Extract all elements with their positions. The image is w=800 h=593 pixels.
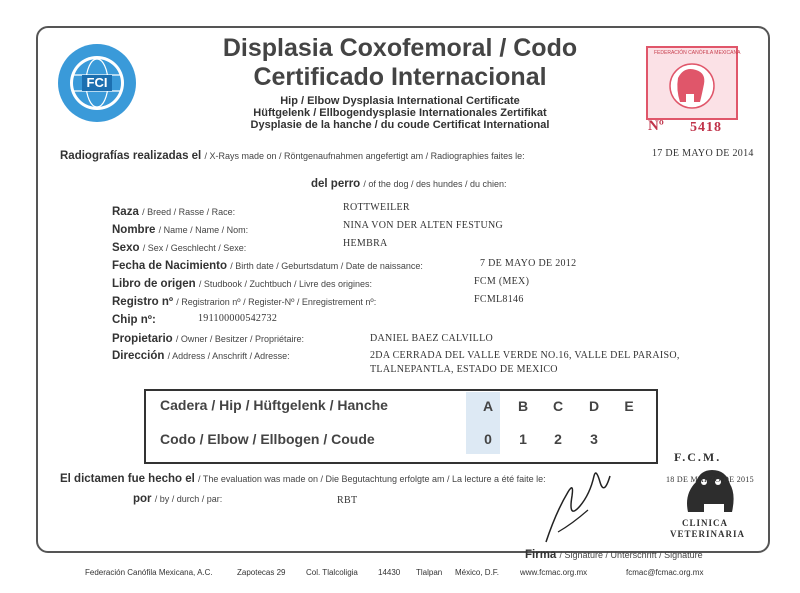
footer-colony: Col. Tlalcoligia <box>306 568 358 577</box>
breed-value: ROTTWEILER <box>343 202 410 213</box>
breed-label: Raza / Breed / Rasse / Race: <box>112 206 236 218</box>
studbook-value: FCM (MEX) <box>474 276 530 287</box>
bulldog-emblem-icon <box>680 462 740 518</box>
registry-value: FCML8146 <box>474 294 524 305</box>
hip-grade: D <box>588 398 600 414</box>
hip-grade: B <box>517 398 529 414</box>
elbow-grade: 3 <box>590 431 598 447</box>
birth-value: 7 DE MAYO DE 2012 <box>480 258 577 269</box>
owner-label: Propietario / Owner / Besitzer / Propriétaire: <box>112 333 304 345</box>
address-line1: 2DA CERRADA DEL VALLE VERDE NO.16, VALLE DEL PARAISO, <box>370 350 680 361</box>
elbow-label: Codo / Elbow / Ellbogen / Coude <box>160 431 375 447</box>
fcm-stamp-line2: VETERINARIA <box>670 529 746 539</box>
handwritten-signature <box>540 472 620 546</box>
fcm-stamp-title: F.C.M. <box>674 450 722 464</box>
dog-emblem-icon <box>648 48 736 118</box>
certificate-number-label: Nº <box>648 118 664 134</box>
evaluation-date: 18 DE MARZO DE 2015 <box>666 475 754 484</box>
evaluation-label: El dictamen fue hecho el / The evaluation was made on / Die Begutachtung erfolgte am / La lecture a été faite le: <box>60 473 546 485</box>
chip-label: Chip nº: <box>112 314 156 326</box>
footer-country: México, D.F. <box>455 568 500 577</box>
certificate-number: 5418 <box>690 120 722 135</box>
elbow-grade: 1 <box>519 431 527 447</box>
by-value: RBT <box>337 495 358 506</box>
signature-label: Firma / Signature / Unterschrift / Signature <box>525 549 703 561</box>
subtitle-de: Hüftgelenk / Ellbogendysplasie Internationales Zertifikat <box>253 107 547 119</box>
elbow-grade: 0 <box>484 431 492 447</box>
hip-label: Cadera / Hip / Hüftgelenk / Hanche <box>160 397 388 413</box>
name-value: NINA VON DER ALTEN FESTUNG <box>343 220 504 231</box>
footer-org: Federación Canófila Mexicana, A.C. <box>85 568 213 577</box>
fcm-stamp-line1: CLINICA <box>682 518 729 528</box>
footer-website-link[interactable]: www.fcmac.org.mx <box>520 568 588 577</box>
sex-value: HEMBRA <box>343 238 388 249</box>
address-line2: TLALNEPANTLA, ESTADO DE MEXICO <box>370 364 558 375</box>
birth-label: Fecha de Nacimiento / Birth date / Geburtsdatum / Date de naissance: <box>112 260 423 272</box>
owner-value: DANIEL BAEZ CALVILLO <box>370 333 494 344</box>
by-label: por / by / durch / par: <box>133 493 223 505</box>
xray-date: 17 DE MAYO DE 2014 <box>652 148 754 159</box>
footer-street: Zapotecas 29 <box>237 568 286 577</box>
name-label: Nombre / Name / Name / Nom: <box>112 224 249 236</box>
page-title: Displasia Coxofemoral / Codo <box>222 34 578 62</box>
subtitle-en: Hip / Elbow Dysplasia International Certificate <box>280 95 520 107</box>
dog-label: del perro / of the dog / des hundes / du chien: <box>311 178 507 190</box>
studbook-label: Libro de origen / Studbook / Zuchtbuch / Livre des origines: <box>112 278 373 290</box>
registry-label: Registro nº / Registrarion nº / Register-Nº / Enregistrement nº: <box>112 296 377 308</box>
fci-logo-text: FCI <box>86 75 108 90</box>
chip-value: 191100000542732 <box>198 313 278 324</box>
sex-label: Sexo / Sex / Geschlecht / Sexe: <box>112 242 247 254</box>
hip-grade: C <box>552 398 564 414</box>
registration-stamp <box>646 46 741 120</box>
address-label: Dirección / Address / Anschrift / Adresse: <box>112 350 290 362</box>
elbow-grade: 2 <box>554 431 562 447</box>
footer-email-link[interactable]: fcmac@fcmac.org.mx <box>626 568 704 577</box>
page-subtitle: Certificado Internacional <box>253 63 547 91</box>
xray-label: Radiografías realizadas el / X-Rays made on / Röntgenaufnahmen angefertigt am / Radiographies faites le: <box>60 150 525 162</box>
stamp-ring-text: FEDERACIÓN CANÓFILA MEXICANA <box>654 50 741 56</box>
hip-grade: A <box>482 398 494 414</box>
subtitle-fr: Dysplasie de la hanche / du coude Certificat International <box>250 119 550 131</box>
footer-zip: 14430 <box>378 568 401 577</box>
footer-city: Tlalpan <box>416 568 443 577</box>
hip-grade: E <box>624 398 634 414</box>
